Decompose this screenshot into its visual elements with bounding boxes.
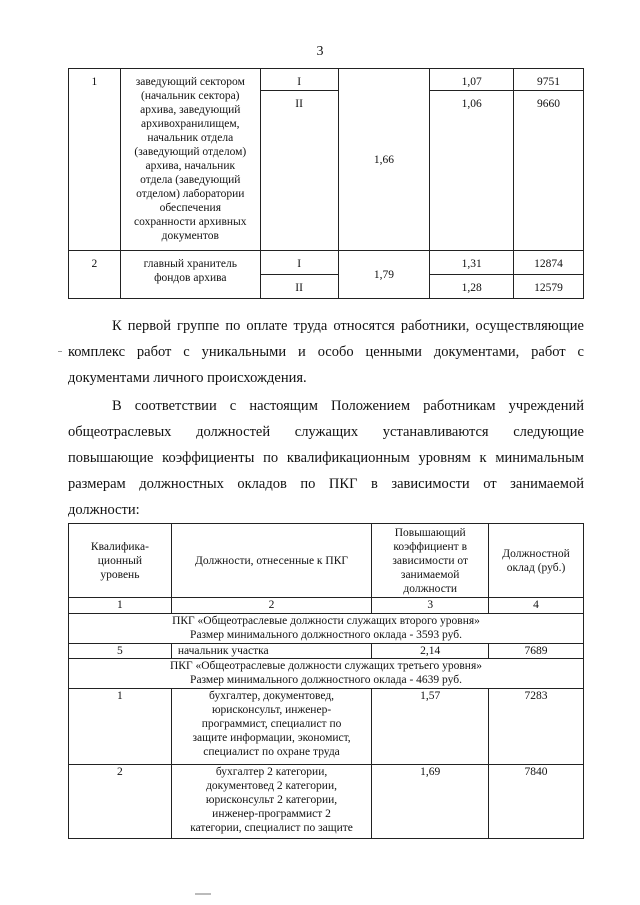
column-number: 1 [69,598,172,614]
header-level [69,524,172,598]
position-line: начальник отдела [147,132,234,144]
salary: 7840 [489,765,584,839]
header-coefficient [372,524,489,598]
increase-coefficient: 1,31 [430,251,514,275]
position-line: заведующий сектором [135,76,245,88]
increase-coefficient: 1,57 [372,689,489,765]
position-line: бухгалтер 2 категории, [215,766,328,778]
base-coefficient: 1,66 [338,69,430,251]
position-line: (начальник сектора) [141,90,240,102]
qualification-level: II [260,275,338,299]
qualification-level: II [260,91,338,251]
position-line: отдела (заведующий [140,174,241,186]
salary: 12579 [514,275,584,299]
header-salary [489,524,584,598]
group-min-salary: Размер минимального должностного оклада - 4639 руб. [190,674,462,686]
qualification-level: 1 [69,689,172,765]
position-line: защите информации, экономист, [192,732,351,744]
paragraph-line: документами личного происхождения. [68,370,307,386]
paragraph-coefficients [68,393,584,523]
group-header [69,614,584,644]
position-line: сохранности архивных [134,216,247,228]
salary: 9660 [514,91,584,251]
position-line: инженер-программист 2 [212,808,331,820]
position-name [171,689,371,765]
position-line: архивохранилищем, [141,118,240,130]
position-line: документов [161,230,219,242]
increase-coefficient: 1,69 [372,765,489,839]
paragraph-line: В соответствии с настоящим Положением работникам учреждений [112,398,584,414]
position-name [120,69,260,251]
header-line: зависимости от [392,554,468,567]
base-coefficient: 1,79 [338,251,430,299]
general-positions-table [68,523,584,839]
position-line: юрисконсульт 2 категории, [205,794,338,806]
position-name [120,251,260,299]
column-number: 3 [372,598,489,614]
position-line: категории, специалист по защите [190,822,353,834]
salary: 12874 [514,251,584,275]
position-line: программист, специалист по [201,718,342,730]
qualification-level: 5 [69,644,172,659]
row-number: 1 [69,69,121,251]
column-number: 4 [489,598,584,614]
paragraph-line: комплекс работ с уникальными и особо ценными документами, работ с [68,344,584,360]
salary: 9751 [514,69,584,91]
salary: 7283 [489,689,584,765]
qualification-level: I [260,69,338,91]
header-line: занимаемой [400,568,460,581]
position-line: документовед 2 категории, [206,780,337,792]
position-line: архива, заведующий [140,104,241,116]
group-title: ПКГ «Общеотраслевые должности служащих третьего уровня» [170,660,482,672]
paragraph-line: должности: [68,502,140,518]
header-line: Повышающий [394,526,466,539]
paragraph-line: размерам должностных окладов по ПКГ в зависимости от занимаемой [68,476,584,492]
position-line: специалист по охране труда [203,746,340,758]
increase-coefficient: 1,28 [430,275,514,299]
increase-coefficient: 2,14 [372,644,489,659]
header-line: коэффициент в [393,540,468,553]
column-number: 2 [171,598,371,614]
header-positions: Должности, отнесенные к ПКГ [171,524,371,598]
group-header [69,659,584,689]
position-line: (заведующий отделом) [134,146,247,158]
header-line: уровень [100,568,140,581]
group-title: ПКГ «Общеотраслевые должности служащих второго уровня» [172,615,480,627]
position-name: начальник участка [171,644,371,659]
position-line: обеспечения [159,202,221,214]
paragraph-first-group [68,313,584,391]
scan-mark [58,351,62,352]
header-line: должности [403,582,457,595]
paragraph-line: К первой группе по оплате труда относятся работники, осуществляющие [112,318,584,334]
position-line: фондов архива [154,272,227,284]
header-line: ционный [97,554,143,567]
position-line: бухгалтер, документовед, [209,690,335,702]
position-line: отделом) лаборатории [136,188,245,200]
position-name [171,765,371,839]
header-line: оклад (руб.) [506,561,566,574]
header-line: Должностной [502,547,570,560]
paragraph-line: общеотраслевых должностей служащих устанавливаются следующие [68,424,584,440]
paragraph-line: повышающие коэффициенты по квалификационным уровням к минимальным [68,450,584,466]
salary: 7689 [489,644,584,659]
header-line: Квалифика- [90,540,149,553]
row-number: 2 [69,251,121,299]
increase-coefficient: 1,06 [430,91,514,251]
increase-coefficient: 1,07 [430,69,514,91]
scan-mark [195,893,211,895]
group-min-salary: Размер минимального должностного оклада - 3593 руб. [190,629,462,641]
page-number: 3 [316,44,324,59]
position-line: юрисконсульт, инженер- [211,704,332,716]
archive-positions-table [68,68,584,299]
qualification-level: I [260,251,338,275]
position-line: архива, начальник [145,160,236,172]
qualification-level: 2 [69,765,172,839]
position-line: главный хранитель [143,258,237,270]
